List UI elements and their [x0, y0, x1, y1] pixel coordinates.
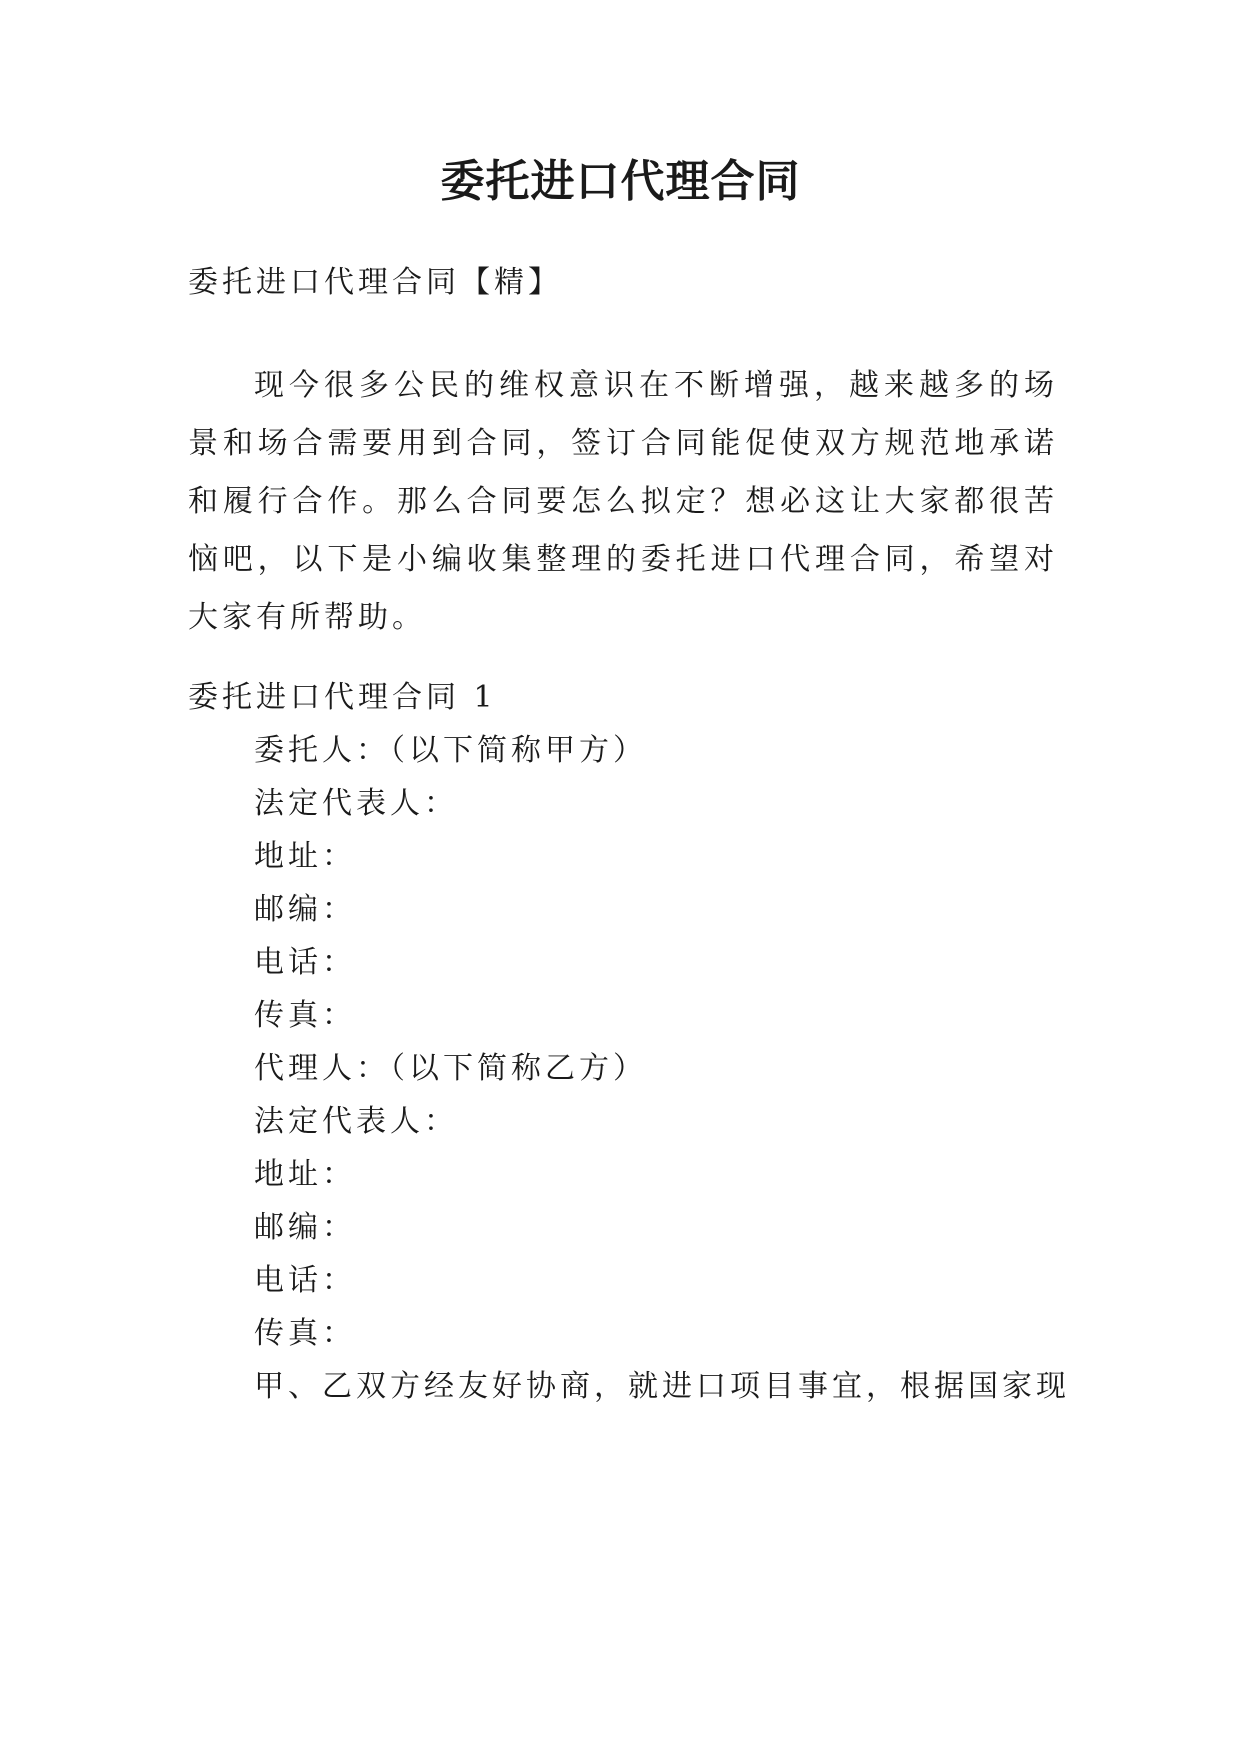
document-title: 委托进口代理合同: [440, 156, 801, 207]
party-b-legal-rep-field: 法定代表人：: [254, 1104, 458, 1139]
closing-line: 甲、乙双方经友好协商，就进口项目事宜，根据国家现: [254, 1369, 1070, 1404]
intro-paragraph: 现今很多公民的维权意识在不断增强，越来越多的场景和场合需要用到合同，签订合同能促使双方规范地承诺和履行合作。那么合同要怎么拟定？想必这让大家都很苦恼吧，以下是小编收集整理的委托进口代理合同，希望对大家有所帮助。: [188, 368, 1058, 635]
party-a-address-field: 地址：: [254, 839, 356, 874]
party-b-postcode-field: 邮编：: [254, 1210, 356, 1245]
party-a-field: 委托人：（以下简称甲方）: [254, 733, 647, 768]
party-b-fax-field: 传真：: [254, 1316, 356, 1351]
party-a-phone-field: 电话：: [254, 945, 356, 980]
party-a-postcode-field: 邮编：: [254, 892, 356, 927]
party-b-address-field: 地址：: [254, 1157, 356, 1192]
party-a-fax-field: 传真：: [254, 998, 356, 1033]
contract-heading: 委托进口代理合同 1: [188, 680, 497, 715]
party-a-legal-rep-field: 法定代表人：: [254, 786, 458, 821]
document-subtitle: 委托进口代理合同【精】: [188, 265, 562, 300]
party-b-field: 代理人：（以下简称乙方）: [254, 1051, 647, 1086]
party-b-phone-field: 电话：: [254, 1263, 356, 1298]
